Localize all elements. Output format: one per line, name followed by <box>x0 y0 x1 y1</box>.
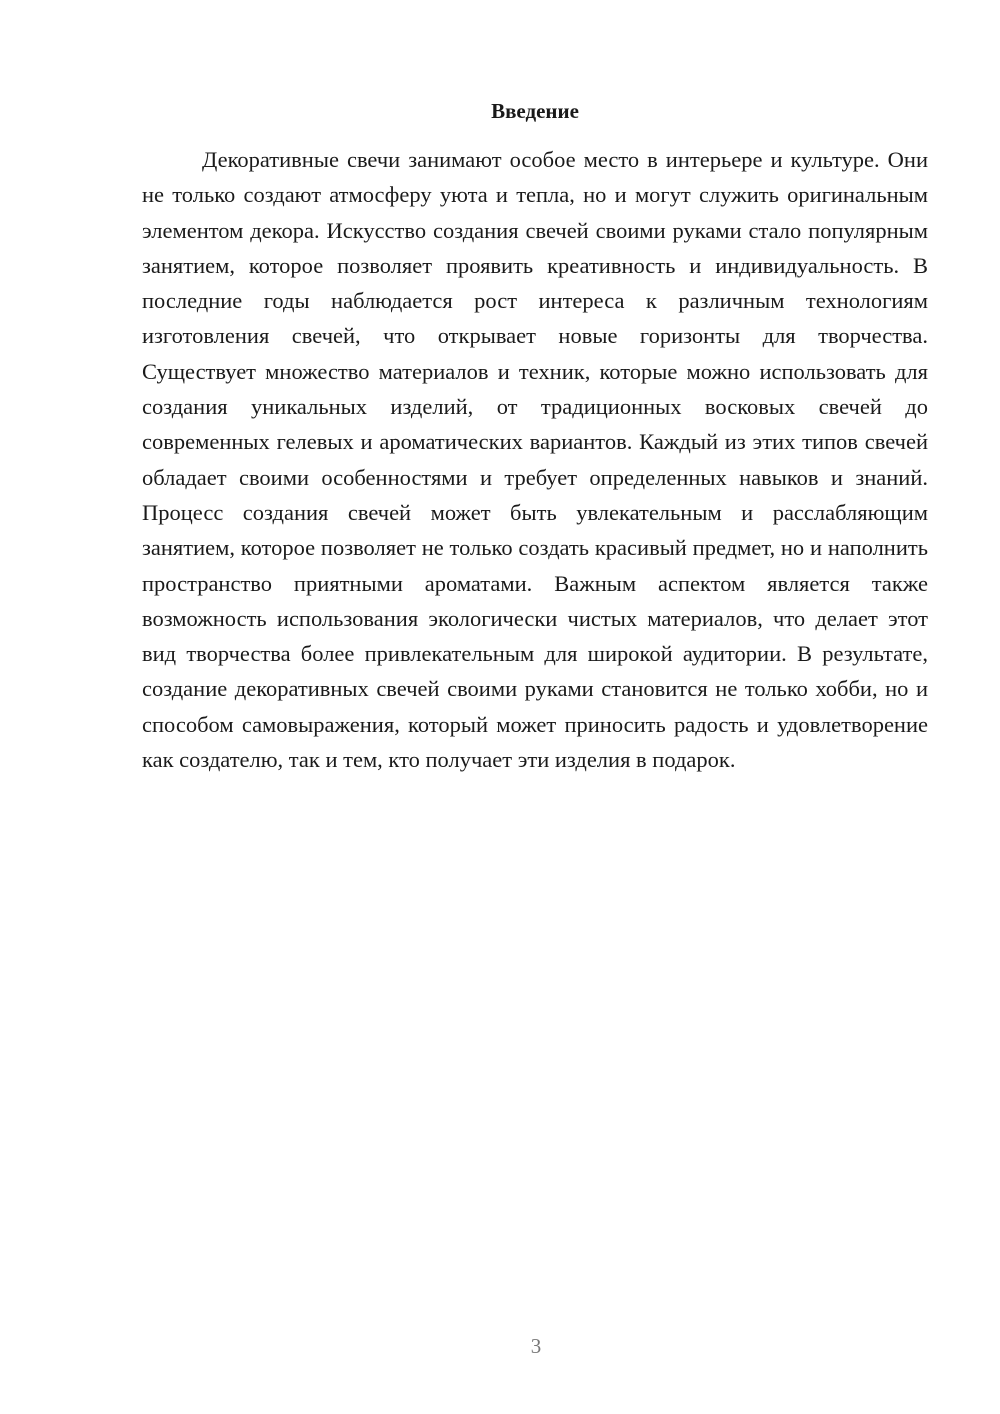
page-number: 3 <box>530 1334 542 1358</box>
section-title: Введение <box>491 99 579 123</box>
body-paragraph: Декоративные свечи занимают особое место в интерьере и культуре. Они не только создают атмосферу уюта и тепла, но и могут служить оригинальным элементом декора. Искусство создания свечей своими руками стало популярным занятием, которое позволяет проявить креативность и индивидуальность. В последние годы наблюдается рост интереса к различным технологиям изготовления свечей, что открывает новые горизонты для творчества. Существует множество материалов и техник, которые можно использовать для создания уникальных изделий, от традиционных восковых свечей до современных гелевых и ароматических вариантов. Каждый из этих типов свечей обладает своими особенностями и требует определенных навыков и знаний. Процесс создания свечей может быть увлекательным и расслабляющим занятием, которое позволяет не только создать красивый предмет, но и наполнить пространство приятными ароматами. Важным аспектом является также возможность использования экологически чистых материалов, что делает этот вид творчества более привлекательным для широкой аудитории. В результате, создание декоративных свечей своими руками становится не только хобби, но и способом самовыражения, который может приносить радость и удовлетворение как создателю, так и тем, кто получает эти изделия в подарок. <box>142 147 928 773</box>
